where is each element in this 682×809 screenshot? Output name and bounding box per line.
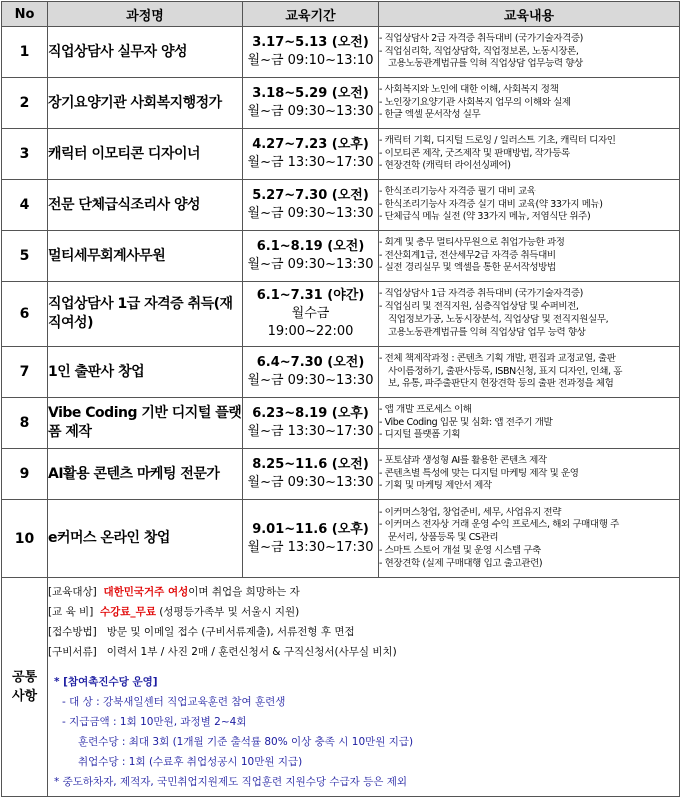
course-content xyxy=(379,398,680,449)
table-header-row xyxy=(2,2,680,27)
course-table xyxy=(1,1,680,797)
course-row xyxy=(2,27,680,78)
course-no: 10 xyxy=(2,500,48,578)
content-line: - 이커머스 전자상 거래 운영 수익 프로세스, 해외 구매대행 주 xyxy=(379,519,619,531)
content-line: 보, 유통, 파주출판단지 현장견학 등의 출판 전과정을 체험 xyxy=(388,378,614,390)
course-name: 직업상담사 실무자 양성 xyxy=(48,27,243,78)
course-row xyxy=(2,180,680,231)
course-content xyxy=(379,78,680,129)
course-period xyxy=(243,449,379,500)
content-line: - 디지털 플랫폼 기획 xyxy=(379,429,461,441)
content-line: - 한식조리기능사 자격증 필기 대비 교육 xyxy=(379,185,536,197)
course-name: Vibe Coding 기반 디지털 플랫폼 제작 xyxy=(48,398,243,449)
header-content: 교육내용 xyxy=(379,2,680,27)
target-line: [교육대상] 대한민국거주 여성이며 취업을 희망하는 자 xyxy=(48,586,300,598)
course-name: AI활용 콘텐츠 마케팅 전문가 xyxy=(48,449,243,500)
content-line: - 직업심리학, 직업상담학, 직업정보론, 노동시장론, xyxy=(379,45,579,57)
content-line: - 앱 개발 프로세스 이해 xyxy=(379,403,472,415)
content-line: - 이커머스창업, 창업준비, 세무, 사업유지 전략 xyxy=(379,506,561,518)
course-date: 5.27~7.30 (오전) xyxy=(252,188,369,203)
course-no: 8 xyxy=(2,398,48,449)
allowance-target: - 대 상 : 강북새일센터 직업교육훈련 참여 훈련생 xyxy=(62,696,286,708)
course-time: 월~금 13:30~17:30 xyxy=(247,539,374,555)
course-name: 멀티세무회계사무원 xyxy=(48,231,243,282)
common-row xyxy=(2,578,680,797)
course-date: 3.17~5.13 (오전) xyxy=(252,35,369,50)
course-date: 9.01~11.6 (오후) xyxy=(252,521,369,537)
course-period xyxy=(243,347,379,398)
content-line: - 노인장기요양기관 사회복지 업무의 이해와 실제 xyxy=(379,96,571,108)
content-line: - 포토샵과 생성형 AI를 활용한 콘텐츠 제작 xyxy=(379,454,547,466)
course-period xyxy=(243,398,379,449)
fee-line: [교 육 비] 수강료_무료 (성평등가족부 및 서울시 지원) xyxy=(48,606,300,618)
course-time: 월~금 09:30~13:30 xyxy=(247,257,374,272)
course-name: 1인 출판사 창업 xyxy=(48,347,243,398)
course-no: 1 xyxy=(2,27,48,78)
course-time-2: 19:00~22:00 xyxy=(267,324,354,339)
content-line: - 직업상담사 2급 자격증 취득대비 (국가기술자격증) xyxy=(379,32,583,44)
course-content xyxy=(379,180,680,231)
course-time: 월~금 09:30~13:30 xyxy=(247,475,374,490)
course-row xyxy=(2,398,680,449)
course-name: e커머스 온라인 창업 xyxy=(48,500,243,578)
course-period xyxy=(243,27,379,78)
course-content xyxy=(379,500,680,578)
course-period xyxy=(243,500,379,578)
content-line: 직업정보가공, 노동시장분석, 직업상담 및 전직지원실무, xyxy=(388,314,609,325)
content-line: - 스마트 스토어 개설 및 운영 시스템 구축 xyxy=(379,544,541,556)
course-name: 전문 단체급식조리사 양성 xyxy=(48,180,243,231)
content-line: - 사회복지와 노인에 대한 이해, 사회복지 정책 xyxy=(379,83,559,95)
course-name: 장기요양기관 사회복지행정가 xyxy=(48,78,243,129)
course-date: 6.1~8.19 (오전) xyxy=(256,239,365,254)
course-period xyxy=(243,180,379,231)
course-no: 9 xyxy=(2,449,48,500)
course-time: 월~금 13:30~17:30 xyxy=(247,155,374,170)
course-name: 직업상담사 1급 자격증 취득(재직여성) xyxy=(48,282,243,347)
course-date: 8.25~11.6 (오전) xyxy=(252,457,369,472)
header-no: No xyxy=(2,2,48,27)
content-line: - 한식조리기능사 자격증 실기 대비 교육(약 33가지 메뉴) xyxy=(379,198,603,210)
course-date: 6.23~8.19 (오후) xyxy=(252,406,369,421)
content-line: 문서리, 상품등록 및 CS관리 xyxy=(388,532,499,544)
course-name: 캐릭터 이모티콘 디자이너 xyxy=(48,129,243,180)
course-content xyxy=(379,231,680,282)
allowance-train: 훈련수당 : 최대 3회 (1개월 기준 출석률 80% 이상 충족 시 10만원 지급) xyxy=(78,736,414,748)
course-no: 7 xyxy=(2,347,48,398)
course-row xyxy=(2,449,680,500)
course-period xyxy=(243,78,379,129)
content-line: - 실전 경리실무 및 엑셀을 통한 문서작성방법 xyxy=(379,262,556,274)
course-no: 5 xyxy=(2,231,48,282)
course-time: 월~금 09:30~13:30 xyxy=(247,104,374,119)
course-row xyxy=(2,231,680,282)
content-line: - 전산회계1급, 전산세무2급 자격증 취득대비 xyxy=(379,249,556,261)
common-info xyxy=(48,578,680,797)
course-period xyxy=(243,231,379,282)
content-line: - Vibe Coding 입문 및 심화: 앱 전주기 개발 xyxy=(379,416,553,428)
content-line: - 기획 및 마케팅 제안서 제작 xyxy=(379,480,492,492)
course-no: 6 xyxy=(2,282,48,347)
course-content xyxy=(379,282,680,347)
content-line: - 콘텐츠별 특성에 맞는 디지털 마케팅 제작 및 운영 xyxy=(379,467,579,479)
method-line: [접수방법] 방문 및 이메일 접수 (구비서류제출), 서류전형 후 면접 xyxy=(48,626,355,638)
content-line: - 전체 책제작과정 : 콘텐츠 기획 개발, 편집과 교정교열, 출판 xyxy=(379,352,616,364)
course-no: 3 xyxy=(2,129,48,180)
content-line: - 현장견학 (실제 구매대행 입고 출고관련) xyxy=(379,557,543,569)
content-line: - 단체급식 메뉴 실전 (약 33가지 메뉴, 저염식단 위주) xyxy=(379,211,591,223)
course-row xyxy=(2,500,680,578)
content-line: - 직업상담사 1급 자격증 취득대비 (국가기술자격증) xyxy=(379,288,583,300)
content-line: 고용노동관계법규를 익혀 직업상담 업무 능력 향상 xyxy=(388,326,586,338)
allowance-job: 취업수당 : 1회 (수료후 취업성공시 10만원 지급) xyxy=(78,756,303,768)
content-line: 사이름정하기, 출판사등록, ISBN신청, 표지 디자인, 인쇄, 홍 xyxy=(388,365,622,377)
allowance-note: * 중도하차자, 제적자, 국민취업지원제도 직업훈련 지원수당 수급자 등은 제외 xyxy=(54,776,408,788)
allowance-amount: - 지급금액 : 1회 10만원, 과정별 2~4회 xyxy=(62,716,247,728)
content-line: - 한글 엑셀 문서작성 실무 xyxy=(379,109,481,121)
common-label: 공통 사항 xyxy=(2,578,48,797)
course-time: 월~금 09:10~13:10 xyxy=(247,53,374,68)
course-row xyxy=(2,78,680,129)
course-no: 4 xyxy=(2,180,48,231)
course-time: 월~금 13:30~17:30 xyxy=(247,424,374,439)
course-date: 6.1~7.31 (야간) xyxy=(256,288,365,303)
course-date: 3.18~5.29 (오전) xyxy=(252,86,369,101)
docs-line: [구비서류] 이력서 1부 / 사진 2매 / 훈련신청서 & 구직신청서(사무실 비치) xyxy=(48,646,397,658)
content-line: 고용노동관계법규를 익혀 직업상담 업무능력 향상 xyxy=(388,58,583,70)
course-content xyxy=(379,27,680,78)
course-content xyxy=(379,129,680,180)
course-date: 6.4~7.30 (오전) xyxy=(256,355,365,370)
content-line: - 현장견학 (캐릭터 라이선싱페어) xyxy=(379,160,511,172)
course-content xyxy=(379,449,680,500)
header-course: 과정명 xyxy=(48,2,243,27)
course-row xyxy=(2,129,680,180)
content-line: - 회계 및 총무 멀티사무원으로 취업가능한 과정 xyxy=(379,236,565,248)
header-period: 교육기간 xyxy=(243,2,379,27)
course-row xyxy=(2,347,680,398)
content-line: - 직업심리 및 전직지원, 심층직업상담 및 수퍼비전, xyxy=(379,301,579,313)
course-time: 월~금 09:30~13:30 xyxy=(247,373,374,388)
course-no: 2 xyxy=(2,78,48,129)
course-time: 월수금 xyxy=(291,306,330,321)
course-period xyxy=(243,282,379,347)
course-date: 4.27~7.23 (오후) xyxy=(252,137,369,152)
course-time: 월~금 09:30~13:30 xyxy=(247,206,374,221)
content-line: - 이모티콘 제작, 굿즈제작 및 판매방법, 작가등록 xyxy=(379,147,570,159)
content-line: - 캐릭터 기획, 디지털 드로잉 / 일러스트 기초, 캐릭터 디자인 xyxy=(379,134,616,146)
course-content xyxy=(379,347,680,398)
allowance-title: * [참여촉진수당 운영] xyxy=(54,676,158,688)
course-row xyxy=(2,282,680,347)
course-period xyxy=(243,129,379,180)
